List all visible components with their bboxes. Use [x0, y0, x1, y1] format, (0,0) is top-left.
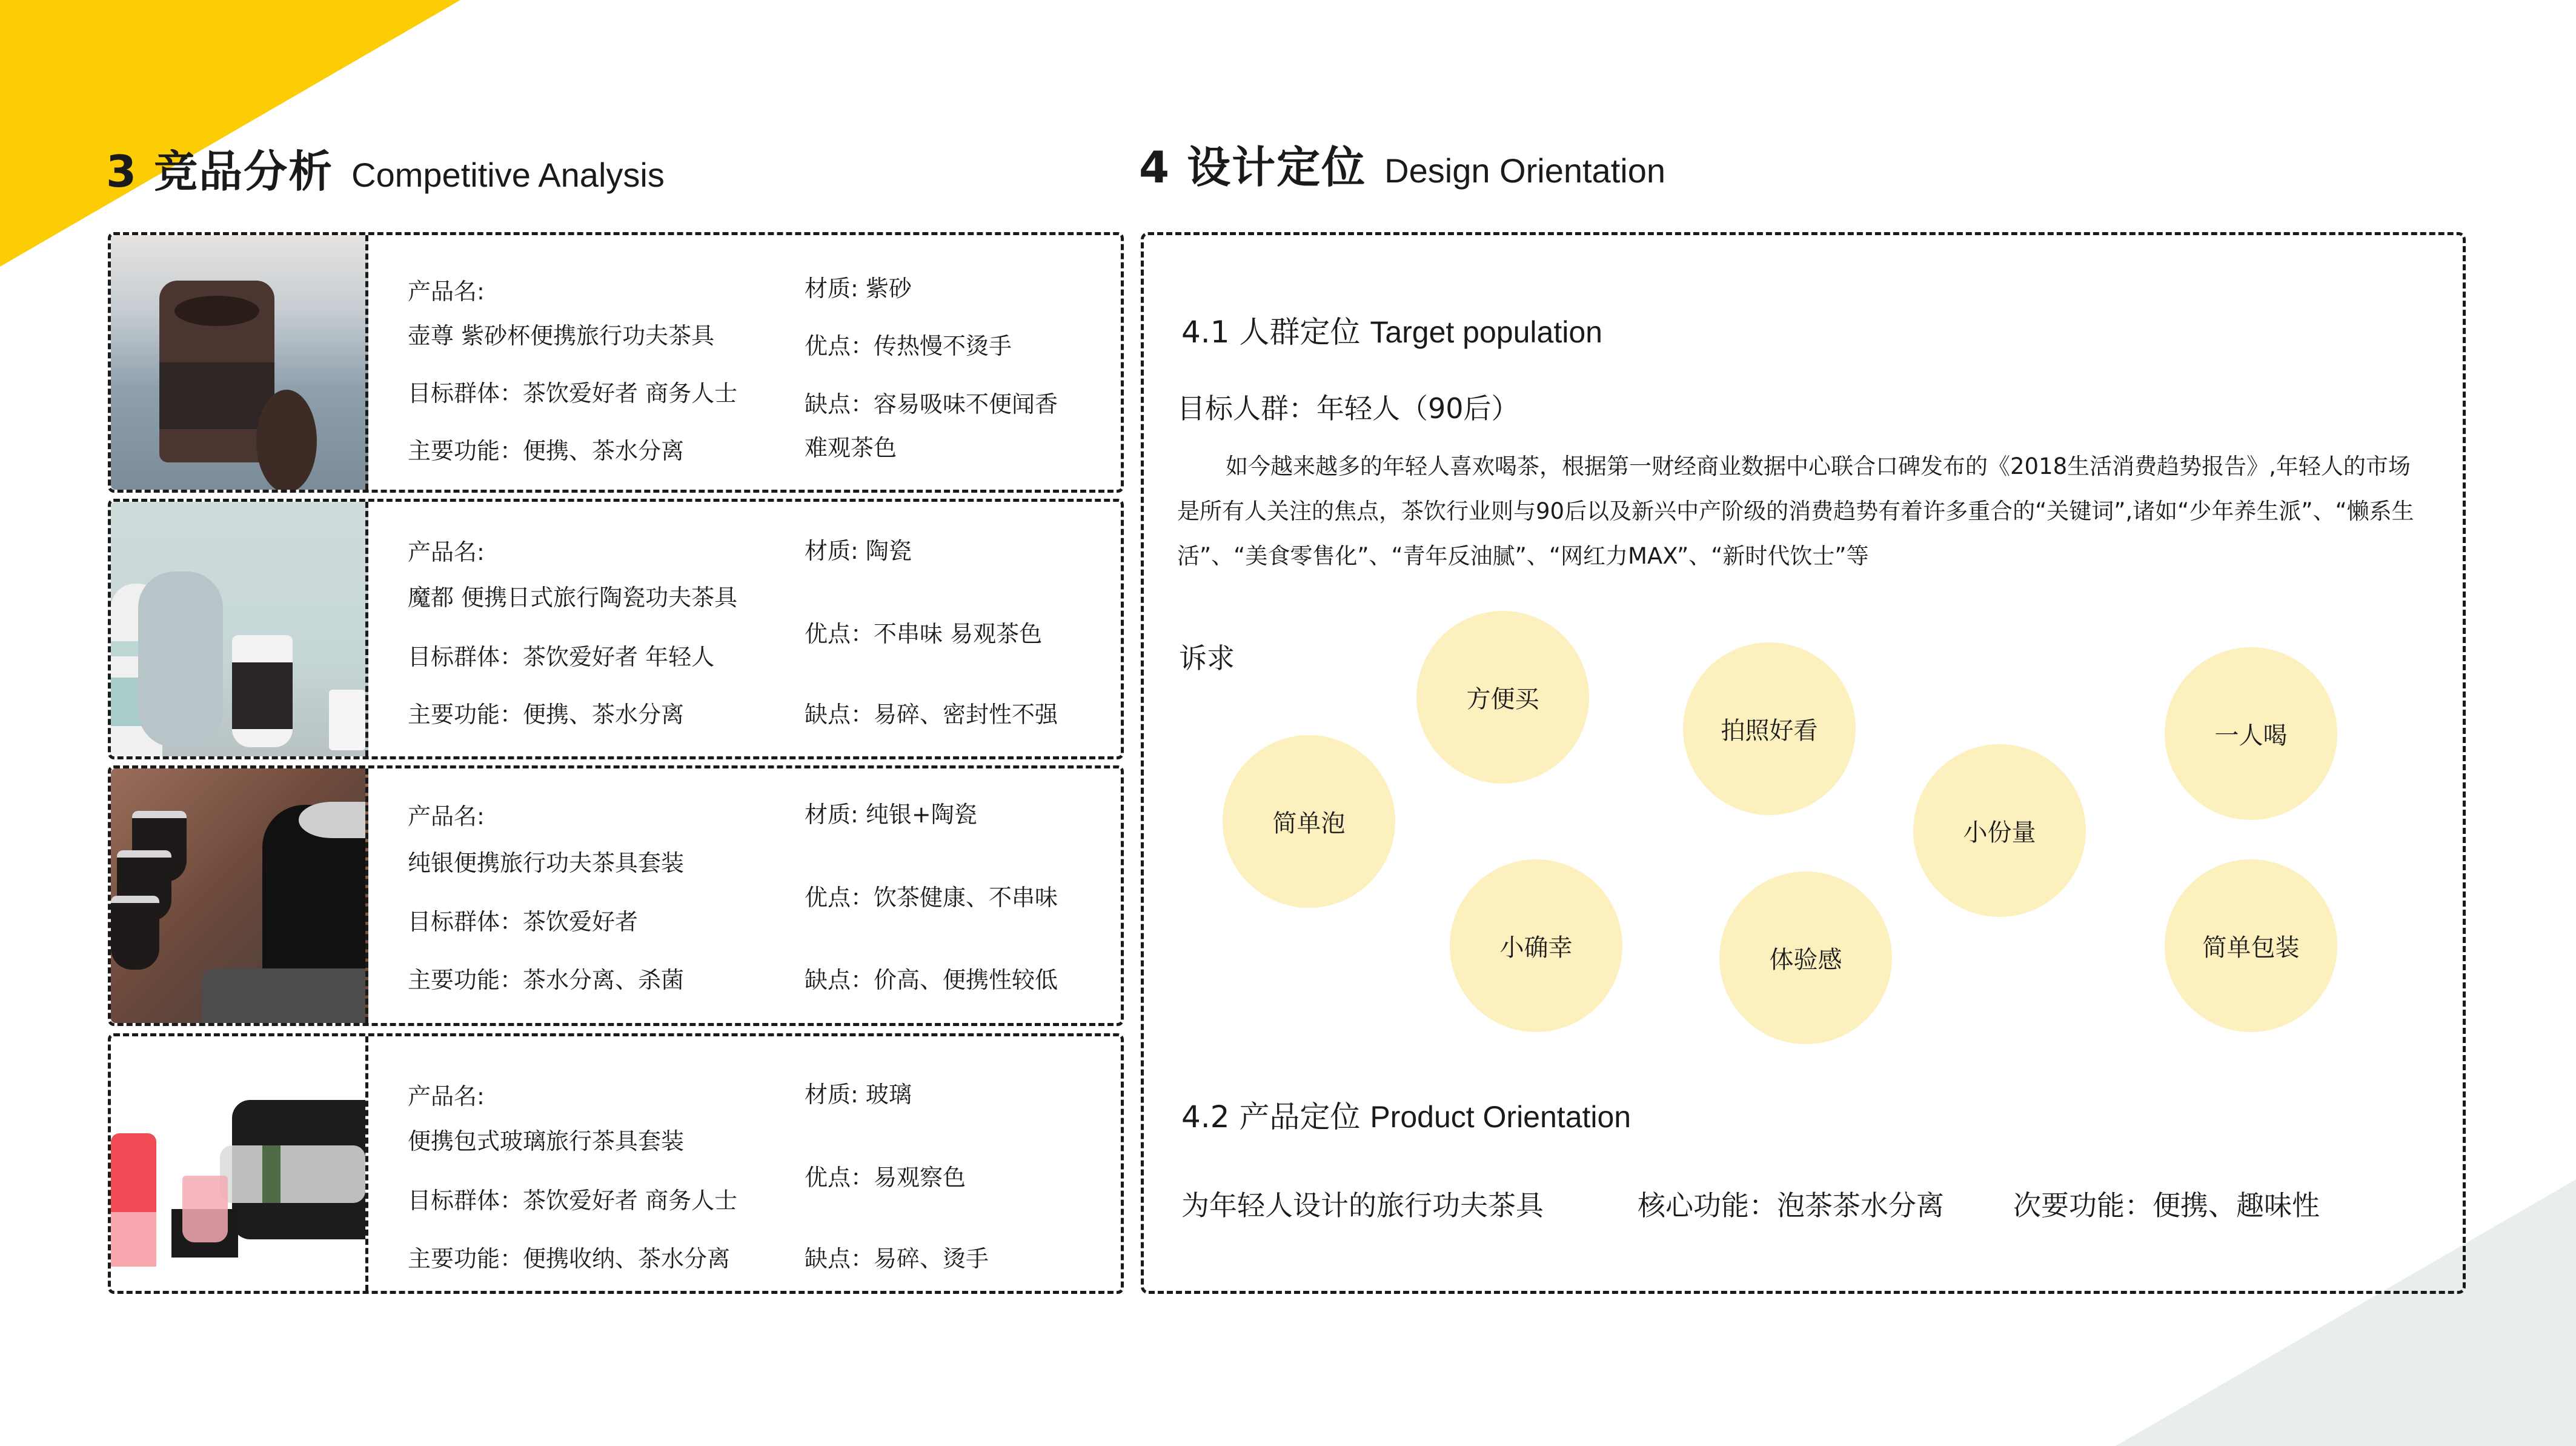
cons-continued: 难观茶色 [805, 435, 897, 461]
cons: 缺点：易碎、烫手 [805, 1245, 989, 1272]
need-bubble: 简单包装 [2165, 859, 2337, 1032]
need-bubble: 简单泡 [1223, 735, 1395, 908]
target-population-line: 目标人群：年轻人（90后） [1177, 392, 1519, 425]
pros: 优点：易观察色 [805, 1164, 966, 1191]
product-positioning: 为年轻人设计的旅行功夫茶具 [1181, 1189, 1544, 1222]
product-details [408, 502, 1121, 756]
cons: 缺点：容易吸味不便闻香 [805, 391, 1058, 418]
product-name: 纯银便携旅行功夫茶具套装 [408, 850, 685, 876]
target-group: 目标群体：茶饮爱好者 [408, 908, 639, 935]
title-en: Design Orientation [1384, 152, 1665, 190]
population-paragraph: 如今越来越多的年轻人喜欢喝茶，根据第一财经商业数据中心联合口碑发布的《2018生活消费趋势报告》,年轻人的市场是所有人关注的焦点，茶饮行业则与90后以及新兴中产阶级的消费趋势有着许多重合的“关键词”,诸如“少年养生派”、“懒系生活”、“美食零售化”、“青年反油腻”、“网红力MAX”、“新时代饮士”等 [1177, 453, 2414, 569]
main-function: 主要功能：便携收纳、茶水分离 [408, 1245, 731, 1272]
need-bubble: 方便买 [1416, 611, 1589, 784]
main-function: 主要功能：茶水分离、杀菌 [408, 967, 685, 993]
heading-en: Product Orientation [1370, 1100, 1632, 1134]
product-name-label: 产品名: [408, 1083, 485, 1110]
material: 材质: 纯银+陶瓷 [805, 801, 977, 828]
heading-cn: 4.2 产品定位 [1181, 1099, 1361, 1134]
cons: 缺点：易碎、密封性不强 [805, 701, 1058, 728]
product-row [108, 499, 1124, 759]
need-bubble: 拍照好看 [1683, 642, 1856, 815]
product-orientation-heading [1181, 1093, 1631, 1136]
product-name-label: 产品名: [408, 539, 485, 565]
ceramic-travel-set-photo [111, 502, 368, 756]
main-function: 主要功能：便携、茶水分离 [408, 701, 685, 728]
purple-clay-cup-photo [111, 235, 368, 490]
target-population-heading [1181, 308, 1602, 352]
target-group: 目标群体：茶饮爱好者 商务人士 [408, 1187, 738, 1214]
design-orientation-panel [1141, 232, 2466, 1294]
need-bubble: 小确幸 [1450, 859, 1622, 1032]
product-name-label: 产品名: [408, 278, 485, 305]
heading-en: Target population [1370, 315, 1602, 349]
secondary-function: 次要功能：便携、趣味性 [2013, 1189, 2320, 1222]
target-group: 目标群体：茶饮爱好者 年轻人 [408, 644, 715, 670]
yellow-corner-decoration [0, 0, 460, 267]
product-details [408, 768, 1121, 1023]
competitive-analysis-title [106, 136, 665, 199]
product-name: 壶尊 紫砂杯便携旅行功夫茶具 [408, 322, 715, 349]
main-function: 主要功能：便携、茶水分离 [408, 438, 685, 464]
product-name-label: 产品名: [408, 803, 485, 830]
pros: 优点：不串味 易观茶色 [805, 621, 1043, 647]
product-name: 魔都 便携日式旅行陶瓷功夫茶具 [408, 584, 738, 611]
pros: 优点：传热慢不烫手 [805, 333, 1012, 359]
material: 材质: 陶瓷 [805, 538, 912, 564]
cons: 缺点：价高、便携性较低 [805, 967, 1058, 993]
need-bubble: 体验感 [1719, 871, 1892, 1044]
product-details [408, 235, 1121, 490]
product-details [408, 1036, 1121, 1291]
title-cn: 4 设计定位 [1139, 142, 1367, 193]
glass-tea-set-photo [111, 1036, 368, 1291]
material: 材质: 紫砂 [805, 275, 912, 302]
material: 材质: 玻璃 [805, 1081, 912, 1108]
design-orientation-title [1139, 132, 1665, 195]
title-en: Competitive Analysis [351, 156, 665, 194]
need-bubble: 小份量 [1913, 744, 2086, 917]
competitive-table [108, 232, 1124, 1294]
silver-tea-set-photo [111, 768, 368, 1023]
core-function: 核心功能：泡茶茶水分离 [1638, 1189, 1944, 1222]
product-row [108, 232, 1124, 493]
pros: 优点：饮茶健康、不串味 [805, 884, 1058, 911]
product-row [108, 1033, 1124, 1294]
need-bubble: 一人喝 [2165, 647, 2337, 820]
title-cn: 3 竞品分析 [106, 146, 334, 197]
heading-cn: 4.1 人群定位 [1181, 315, 1361, 350]
needs-label: 诉求 [1179, 642, 1235, 675]
product-name: 便携包式玻璃旅行茶具套装 [408, 1128, 685, 1154]
product-row [108, 765, 1124, 1026]
target-group: 目标群体：茶饮爱好者 商务人士 [408, 380, 738, 407]
